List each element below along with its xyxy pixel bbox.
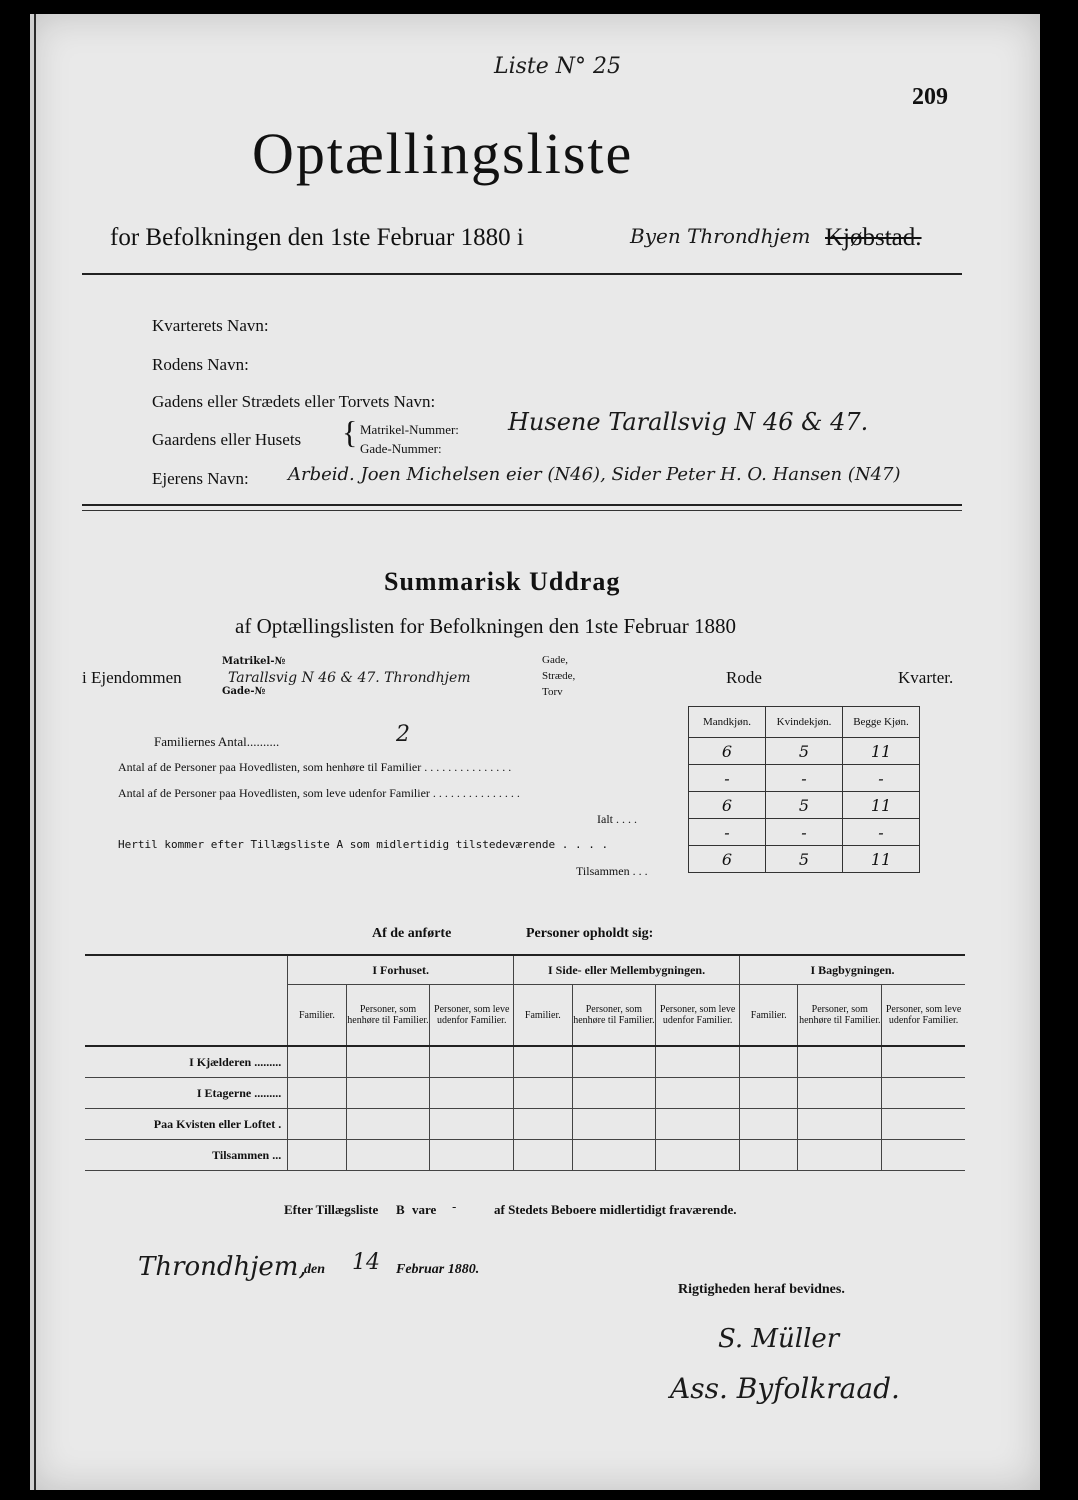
residence-cell bbox=[514, 1140, 572, 1171]
residence-cell bbox=[514, 1078, 572, 1109]
census-page bbox=[30, 14, 1040, 1490]
day-handwritten: 14 bbox=[352, 1250, 380, 1275]
residence-cell bbox=[656, 1046, 740, 1078]
residence-cell bbox=[430, 1046, 514, 1078]
residence-row-label: I Kjælderen ......... bbox=[85, 1046, 288, 1078]
residence-cell bbox=[572, 1078, 656, 1109]
subcol-header: Personer, som henhøre til Familier. bbox=[798, 985, 882, 1047]
ejendom-value: Tarallsvig N 46 & 47. Throndhjem bbox=[228, 670, 471, 686]
ejer-label: Ejerens Navn: bbox=[152, 469, 249, 488]
residence-cell bbox=[572, 1109, 656, 1140]
residence-cell bbox=[288, 1046, 346, 1078]
residence-intro-b: Personer opholdt sig: bbox=[526, 926, 654, 941]
residence-cell bbox=[798, 1140, 882, 1171]
subcol-header: Personer, som leve udenfor Familier. bbox=[656, 985, 740, 1047]
gaard-value: Husene Tarallsvig N 46 & 47. bbox=[508, 408, 869, 436]
residence-cell bbox=[656, 1109, 740, 1140]
attest-text: Rigtigheden heraf bevidnes. bbox=[678, 1282, 845, 1297]
residence-cell bbox=[430, 1109, 514, 1140]
divider bbox=[82, 273, 962, 275]
month-year: Februar 1880. bbox=[396, 1262, 480, 1277]
tillaeg-d: af Stedets Beboere midlertidigt fraværende. bbox=[494, 1202, 737, 1217]
count-cell: - bbox=[766, 765, 843, 792]
subcol-header: Familier. bbox=[288, 985, 346, 1047]
summary-subtitle: af Optællingslisten for Befolkningen den 1ste Februar 1880 bbox=[235, 614, 736, 638]
residence-cell bbox=[740, 1109, 798, 1140]
residence-cell bbox=[740, 1140, 798, 1171]
count-cell: 11 bbox=[843, 846, 920, 873]
subcol-header: Personer, som henhøre til Familier. bbox=[572, 985, 656, 1047]
subcol-header: Personer, som henhøre til Familier. bbox=[346, 985, 430, 1047]
torv-opt: Torv bbox=[542, 686, 563, 698]
count-cell: 5 bbox=[766, 792, 843, 819]
col-header: Mandkjøn. bbox=[689, 707, 766, 738]
brace-open: { bbox=[342, 414, 358, 450]
count-cell: - bbox=[766, 819, 843, 846]
place-handwritten: Throndhjem, bbox=[138, 1252, 307, 1282]
residence-table bbox=[85, 954, 965, 1171]
gadenr-label: Gade-Nummer: bbox=[360, 441, 442, 456]
residence-cell bbox=[346, 1046, 430, 1078]
count-cell: 6 bbox=[689, 738, 766, 765]
list-number: Liste N° 25 bbox=[494, 54, 622, 79]
residence-cell bbox=[430, 1140, 514, 1171]
page-number: 209 bbox=[912, 84, 948, 110]
residence-cell bbox=[798, 1078, 882, 1109]
group-header: I Side- eller Mellembygningen. bbox=[514, 955, 740, 985]
residence-cell bbox=[572, 1046, 656, 1078]
kvarter-summary-label: Kvarter. bbox=[898, 668, 954, 687]
ejer-value: Arbeid. Joen Michelsen eier (N46), Sider Peter H. O. Hansen (N47) bbox=[288, 464, 901, 485]
gaard-label: Gaardens eller Husets bbox=[152, 430, 302, 449]
subtitle-prefix: for Befolkningen den 1ste Februar 1880 i bbox=[110, 224, 524, 251]
double-divider-top bbox=[82, 504, 962, 506]
rode-label: Rode bbox=[726, 668, 762, 687]
roden-label: Rodens Navn: bbox=[152, 355, 249, 374]
tillaeg-c: vare bbox=[412, 1202, 437, 1217]
residence-cell bbox=[430, 1078, 514, 1109]
residence-cell bbox=[740, 1078, 798, 1109]
residence-cell bbox=[572, 1140, 656, 1171]
familier-label: Familiernes Antal.......... bbox=[154, 734, 280, 749]
residence-cell bbox=[882, 1078, 965, 1109]
residence-cell bbox=[288, 1109, 346, 1140]
col-header: Kvindekjøn. bbox=[766, 707, 843, 738]
residence-row-label: Tilsammen ... bbox=[85, 1140, 288, 1171]
familier-value: 2 bbox=[396, 722, 410, 747]
count-row-label: Tilsammen . . . bbox=[576, 864, 648, 878]
blank-corner bbox=[85, 955, 288, 1046]
kvarter-label: Kvarterets Navn: bbox=[152, 316, 269, 335]
residence-cell bbox=[346, 1078, 430, 1109]
residence-cell bbox=[514, 1109, 572, 1140]
residence-intro-a: Af de anførte bbox=[372, 926, 452, 941]
den-label: den bbox=[304, 1262, 325, 1277]
residence-row-label: I Etagerne ......... bbox=[85, 1078, 288, 1109]
page-binding-edge bbox=[30, 14, 36, 1490]
count-cell: - bbox=[843, 819, 920, 846]
matrikel-label: Matrikel-Nummer: bbox=[360, 422, 459, 437]
count-cell: - bbox=[689, 765, 766, 792]
count-cell: - bbox=[843, 765, 920, 792]
subcol-header: Familier. bbox=[740, 985, 798, 1047]
counts-table bbox=[688, 706, 920, 873]
summary-title: Summarisk Uddrag bbox=[384, 567, 621, 596]
subcol-header: Familier. bbox=[514, 985, 572, 1047]
residence-cell bbox=[288, 1140, 346, 1171]
residence-cell bbox=[882, 1140, 965, 1171]
tillaeg-b: B bbox=[396, 1202, 405, 1217]
count-cell: 11 bbox=[843, 792, 920, 819]
count-cell: 6 bbox=[689, 792, 766, 819]
count-row-label: Antal af de Personer paa Hovedlisten, som henhøre til Familier . . . . . . . . . . . . . . . bbox=[118, 760, 512, 774]
residence-cell bbox=[740, 1046, 798, 1078]
city-handwritten: Byen Throndhjem bbox=[630, 224, 811, 248]
count-row-label: Antal af de Personer paa Hovedlisten, som leve udenfor Familier . . . . . . . . . . . . . . . bbox=[118, 786, 520, 800]
residence-row-label: Paa Kvisten eller Loftet . bbox=[85, 1109, 288, 1140]
signature-2: Ass. Byfolkraad. bbox=[670, 1372, 900, 1405]
group-header: I Bagbygningen. bbox=[740, 955, 965, 985]
residence-cell bbox=[346, 1140, 430, 1171]
count-cell: 5 bbox=[766, 738, 843, 765]
residence-cell bbox=[346, 1109, 430, 1140]
double-divider-bottom bbox=[82, 510, 962, 511]
tillaeg-value: - bbox=[452, 1200, 457, 1215]
residence-cell bbox=[798, 1109, 882, 1140]
gade-no-label: Gade-№ bbox=[222, 686, 266, 697]
count-cell: 5 bbox=[766, 846, 843, 873]
straede-opt: Stræde, bbox=[542, 670, 576, 682]
tillaeg-a: Efter Tillægsliste bbox=[284, 1202, 379, 1217]
count-row-label: Ialt . . . . bbox=[597, 812, 637, 826]
residence-cell bbox=[656, 1140, 740, 1171]
count-row-label: Hertil kommer efter Tillægsliste A som midlertidig tilstedeværende . . . . bbox=[118, 838, 609, 851]
residence-cell bbox=[882, 1046, 965, 1078]
group-header: I Forhuset. bbox=[288, 955, 514, 985]
residence-cell bbox=[514, 1046, 572, 1078]
col-header: Begge Kjøn. bbox=[843, 707, 920, 738]
subcol-header: Personer, som leve udenfor Familier. bbox=[430, 985, 514, 1047]
subtitle-suffix: Kjøbstad. bbox=[825, 224, 922, 251]
residence-cell bbox=[656, 1078, 740, 1109]
residence-cell bbox=[882, 1109, 965, 1140]
page-title: Optællingsliste bbox=[252, 121, 634, 186]
count-cell: 11 bbox=[843, 738, 920, 765]
signature-1: S. Müller bbox=[718, 1324, 840, 1354]
gade-label: Gadens eller Strædets eller Torvets Navn: bbox=[152, 392, 436, 411]
count-cell: - bbox=[689, 819, 766, 846]
matrikel-no-label: Matrikel-№ bbox=[222, 656, 286, 667]
gade-opt: Gade, bbox=[542, 654, 568, 666]
residence-cell bbox=[798, 1046, 882, 1078]
residence-cell bbox=[288, 1078, 346, 1109]
count-cell: 6 bbox=[689, 846, 766, 873]
subcol-header: Personer, som leve udenfor Familier. bbox=[882, 985, 965, 1047]
ejendom-label: i Ejendommen bbox=[82, 668, 182, 687]
